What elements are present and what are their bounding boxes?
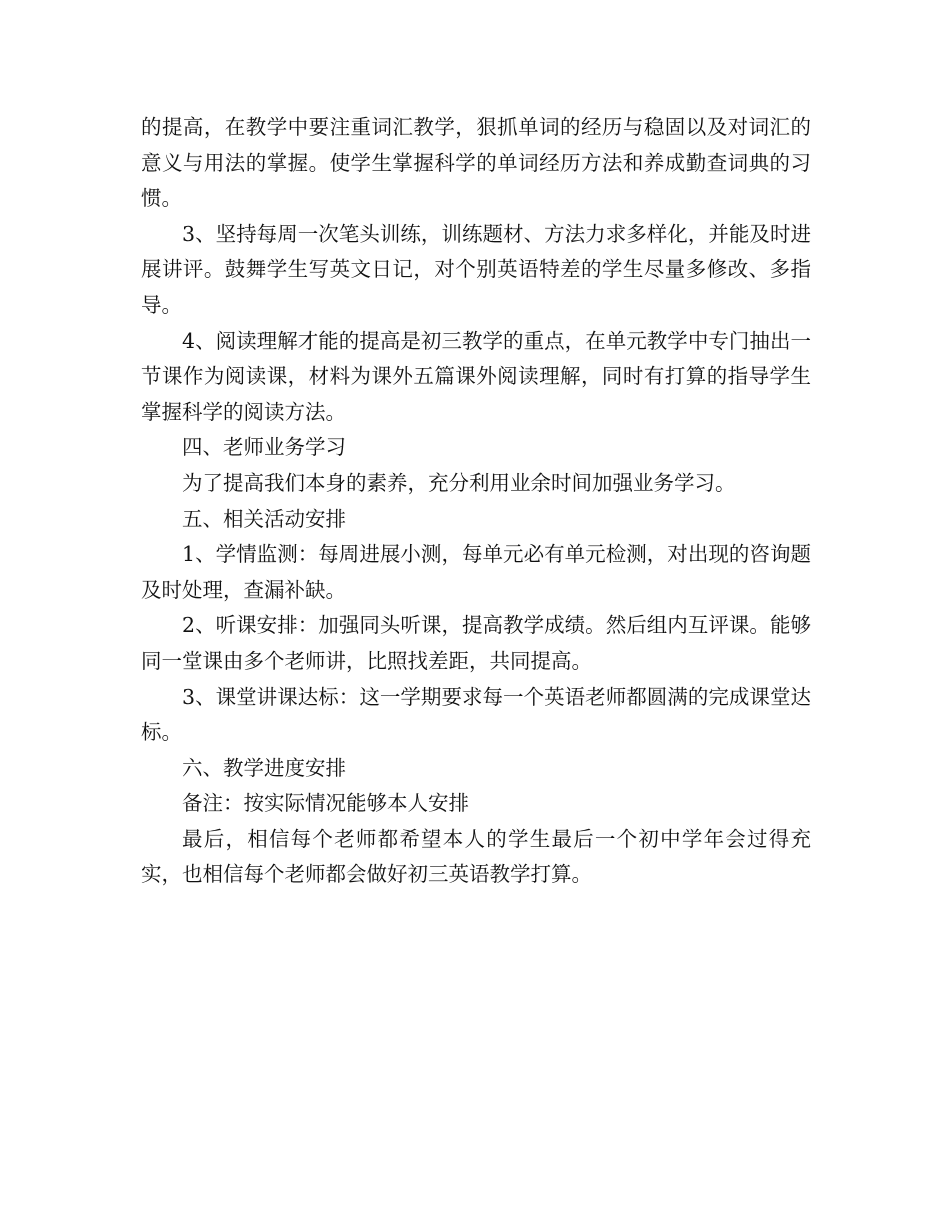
paragraph-closing: 最后，相信每个老师都希望本人的学生最后一个初中学年会过得充实，也相信每个老师都会做好初三英语教学打算。 bbox=[141, 826, 811, 887]
paragraph-teacher-study: 为了提高我们本身的素养，充分利用业余时间加强业务学习。 bbox=[182, 470, 736, 495]
paragraph-continuation: 的提高，在教学中要注重词汇教学，狠抓单词的经历与稳固以及对词汇的意义与用法的掌握。使学生掌握科学的单词经历方法和养成勤查词典的习惯。 bbox=[141, 115, 811, 211]
section-heading-schedule: 六、教学进度安排 bbox=[182, 755, 346, 780]
paragraph-activity-1: 1、学情监测：每周进展小测，每单元必有单元检测，对出现的咨询题及时处理，查漏补缺。 bbox=[141, 542, 811, 602]
document-page bbox=[141, 110, 811, 893]
section-heading-activities: 五、相关活动安排 bbox=[182, 506, 346, 531]
section-heading-teacher-study: 四、老师业务学习 bbox=[182, 435, 346, 460]
paragraph-note: 备注：按实际情况能够本人安排 bbox=[182, 791, 469, 816]
paragraph-activity-3: 3、课堂讲课达标：这一学期要求每一个英语老师都圆满的完成课堂达标。 bbox=[141, 684, 811, 745]
paragraph-item-4: 4、阅读理解才能的提高是初三教学的重点，在单元教学中专门抽出一节课作为阅读课，材料为课外五篇课外阅读理解，同时有打算的指导学生掌握科学的阅读方法。 bbox=[141, 328, 811, 424]
paragraph-item-3: 3、坚持每周一次笔头训练，训练题材、方法力求多样化，并能及时进展讲评。鼓舞学生写英文日记，对个别英语特差的学生尽量多修改、多指导。 bbox=[141, 221, 811, 317]
paragraph-activity-2: 2、听课安排：加强同头听课，提高教学成绩。然后组内互评课。能够同一堂课由多个老师讲，比照找差距，共同提高。 bbox=[141, 613, 811, 673]
